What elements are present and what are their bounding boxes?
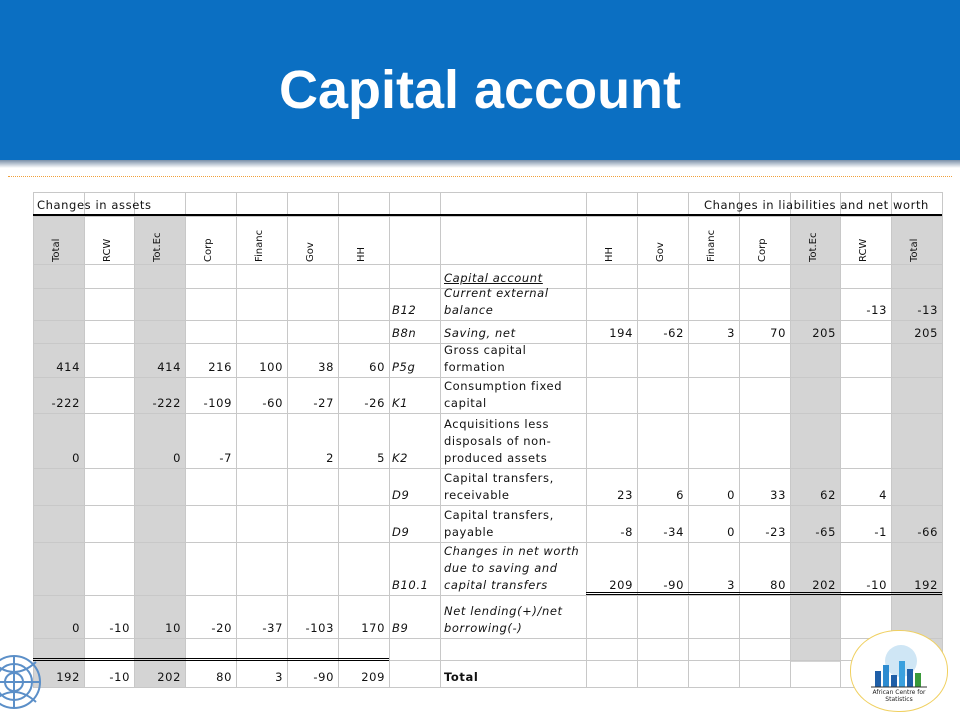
left-column-header-financ: Financ: [254, 229, 265, 262]
row-label: Saving, net: [444, 326, 516, 340]
cell-value: 10: [165, 621, 181, 635]
grid-hline: [33, 542, 942, 543]
row-label: Acquisitions less: [444, 417, 550, 431]
grid-vline: [84, 192, 85, 687]
cell-value: -26: [364, 396, 385, 410]
cell-value: -20: [211, 621, 232, 635]
grid-vline: [287, 192, 288, 687]
grid-vline: [236, 192, 237, 687]
row-label: Net lending(+)/net: [444, 604, 563, 618]
row-label: produced assets: [444, 451, 548, 465]
right-column-header-corp: Corp: [757, 238, 768, 262]
cell-value: 0: [173, 451, 181, 465]
row-code: B10.1: [392, 578, 429, 592]
cell-value: 205: [812, 326, 836, 340]
left-header: Changes in assets: [37, 198, 152, 212]
cell-value: 0: [727, 525, 735, 539]
left-column-header-corp: Corp: [203, 238, 214, 262]
cell-value: 192: [56, 670, 80, 684]
cell-value: -90: [313, 670, 334, 684]
grid-vline: [637, 192, 638, 687]
row-label: Changes in net worth: [444, 544, 580, 558]
row-label: receivable: [444, 488, 510, 502]
cell-value: -10: [866, 578, 887, 592]
cell-value: 202: [812, 578, 836, 592]
row-label: Consumption fixed: [444, 379, 563, 393]
cell-value: 38: [318, 360, 334, 374]
total-double-line-2: [33, 660, 389, 661]
grid-hline: [33, 377, 942, 378]
grid-vline: [942, 192, 943, 687]
header-underline: [33, 214, 942, 216]
cell-value: -103: [305, 621, 334, 635]
cell-value: -222: [51, 396, 80, 410]
cell-value: 2: [326, 451, 334, 465]
grid-hline: [33, 505, 942, 506]
grid-hline: [33, 413, 942, 414]
cell-value: -109: [203, 396, 232, 410]
grid-vline: [185, 192, 186, 687]
grid-vline: [586, 192, 587, 687]
row-label: capital transfers: [444, 578, 548, 592]
row-label: Capital transfers,: [444, 508, 554, 522]
row-code: B8n: [392, 326, 417, 340]
cell-value: 4: [879, 488, 887, 502]
cell-value: -27: [313, 396, 334, 410]
right-column-header-rcw: RCW: [858, 238, 869, 262]
cell-value: 3: [727, 578, 735, 592]
grid-vline: [790, 192, 791, 687]
right-column-header-totec: Tot.Ec: [808, 232, 819, 262]
cell-value: 170: [361, 621, 385, 635]
cell-value: 202: [157, 670, 181, 684]
cell-value: 5: [377, 451, 385, 465]
cell-value: -62: [663, 326, 684, 340]
grid-vline: [389, 192, 390, 687]
row-label: Gross capital: [444, 343, 527, 357]
cell-value: -66: [917, 525, 938, 539]
cell-value: 70: [770, 326, 786, 340]
cell-value: -13: [917, 303, 938, 317]
row-code: K2: [392, 451, 409, 465]
cell-value: 209: [361, 670, 385, 684]
grid-hline: [33, 264, 942, 265]
grid-vline: [688, 192, 689, 687]
cell-value: -65: [815, 525, 836, 539]
grid-hline: [33, 192, 942, 193]
cell-value: 3: [727, 326, 735, 340]
grid-hline: [33, 687, 942, 688]
slide-title: Capital account: [278, 60, 682, 120]
cell-value: 216: [208, 360, 232, 374]
row-label: capital: [444, 396, 487, 410]
cell-value: -10: [109, 670, 130, 684]
row-code: D9: [392, 488, 410, 502]
cell-value: -1: [874, 525, 887, 539]
cell-value: 0: [72, 621, 80, 635]
row-label: borrowing(-): [444, 621, 523, 635]
cell-value: 0: [72, 451, 80, 465]
grid-vline: [891, 192, 892, 687]
cell-value: 100: [259, 360, 283, 374]
row-label: Capital transfers,: [444, 471, 554, 485]
cell-value: -222: [152, 396, 181, 410]
row-code: B12: [392, 303, 417, 317]
cell-value: 414: [56, 360, 80, 374]
cell-value: 60: [369, 360, 385, 374]
cell-value: -90: [663, 578, 684, 592]
grid-hline: [33, 320, 942, 321]
cell-value: 80: [216, 670, 232, 684]
grid-vline: [134, 192, 135, 687]
grid-vline: [33, 192, 34, 687]
african-centre-statistics-logo: [850, 630, 948, 712]
grid-vline: [338, 192, 339, 687]
cell-value: 192: [914, 578, 938, 592]
cell-value: -23: [765, 525, 786, 539]
right-column-header-hh: HH: [604, 246, 615, 262]
row-label: Current external: [444, 286, 549, 300]
row-label: Total: [444, 670, 479, 684]
cell-value: 209: [609, 578, 633, 592]
logo-caption-line-1: African Centre for: [872, 689, 926, 696]
row-label: formation: [444, 360, 506, 374]
row-label: balance: [444, 303, 494, 317]
grid-hline: [33, 468, 942, 469]
right-header: Changes in liabilities and net worth: [704, 198, 929, 212]
left-column-header-total: Total: [51, 238, 62, 262]
row-label: Capital account: [444, 271, 543, 285]
b101-double-line-1: [586, 592, 942, 593]
logo-caption-line-2: Statistics: [885, 696, 913, 703]
cell-value: 80: [770, 578, 786, 592]
grid-hline: [33, 216, 942, 217]
cell-value: -7: [219, 451, 232, 465]
row-label: disposals of non-: [444, 434, 552, 448]
right-column-header-total: Total: [909, 238, 920, 262]
row-code: K1: [392, 396, 409, 410]
grid-vline: [840, 192, 841, 687]
cell-value: -60: [262, 396, 283, 410]
cell-value: -34: [663, 525, 684, 539]
grid-vline: [440, 192, 441, 687]
left-column-header-gov: Gov: [305, 242, 316, 262]
cell-value: 6: [676, 488, 684, 502]
grid-hline: [33, 638, 942, 639]
un-emblem-icon: [0, 642, 48, 720]
left-column-header-hh: HH: [356, 246, 367, 262]
right-column-header-gov: Gov: [655, 242, 666, 262]
cell-value: 194: [609, 326, 633, 340]
cell-value: 33: [770, 488, 786, 502]
grid-hline: [33, 595, 942, 596]
row-code: B9: [392, 621, 409, 635]
cell-value: 414: [157, 360, 181, 374]
grid-vline: [739, 192, 740, 687]
row-label: payable: [444, 525, 494, 539]
cell-value: 23: [617, 488, 633, 502]
cell-value: -13: [866, 303, 887, 317]
row-code: D9: [392, 525, 410, 539]
row-code: P5g: [392, 360, 416, 374]
right-column-header-financ: Financ: [706, 229, 717, 262]
b101-double-line-2: [586, 594, 942, 595]
cell-value: 0: [727, 488, 735, 502]
cell-value: 205: [914, 326, 938, 340]
cell-value: 62: [820, 488, 836, 502]
total-double-line-1: [33, 658, 389, 659]
left-column-header-totec: Tot.Ec: [152, 232, 163, 262]
cell-value: -10: [109, 621, 130, 635]
cell-value: -8: [620, 525, 633, 539]
row-label: due to saving and: [444, 561, 558, 575]
left-column-header-rcw: RCW: [102, 238, 113, 262]
cell-value: 3: [275, 670, 283, 684]
cell-value: -37: [262, 621, 283, 635]
